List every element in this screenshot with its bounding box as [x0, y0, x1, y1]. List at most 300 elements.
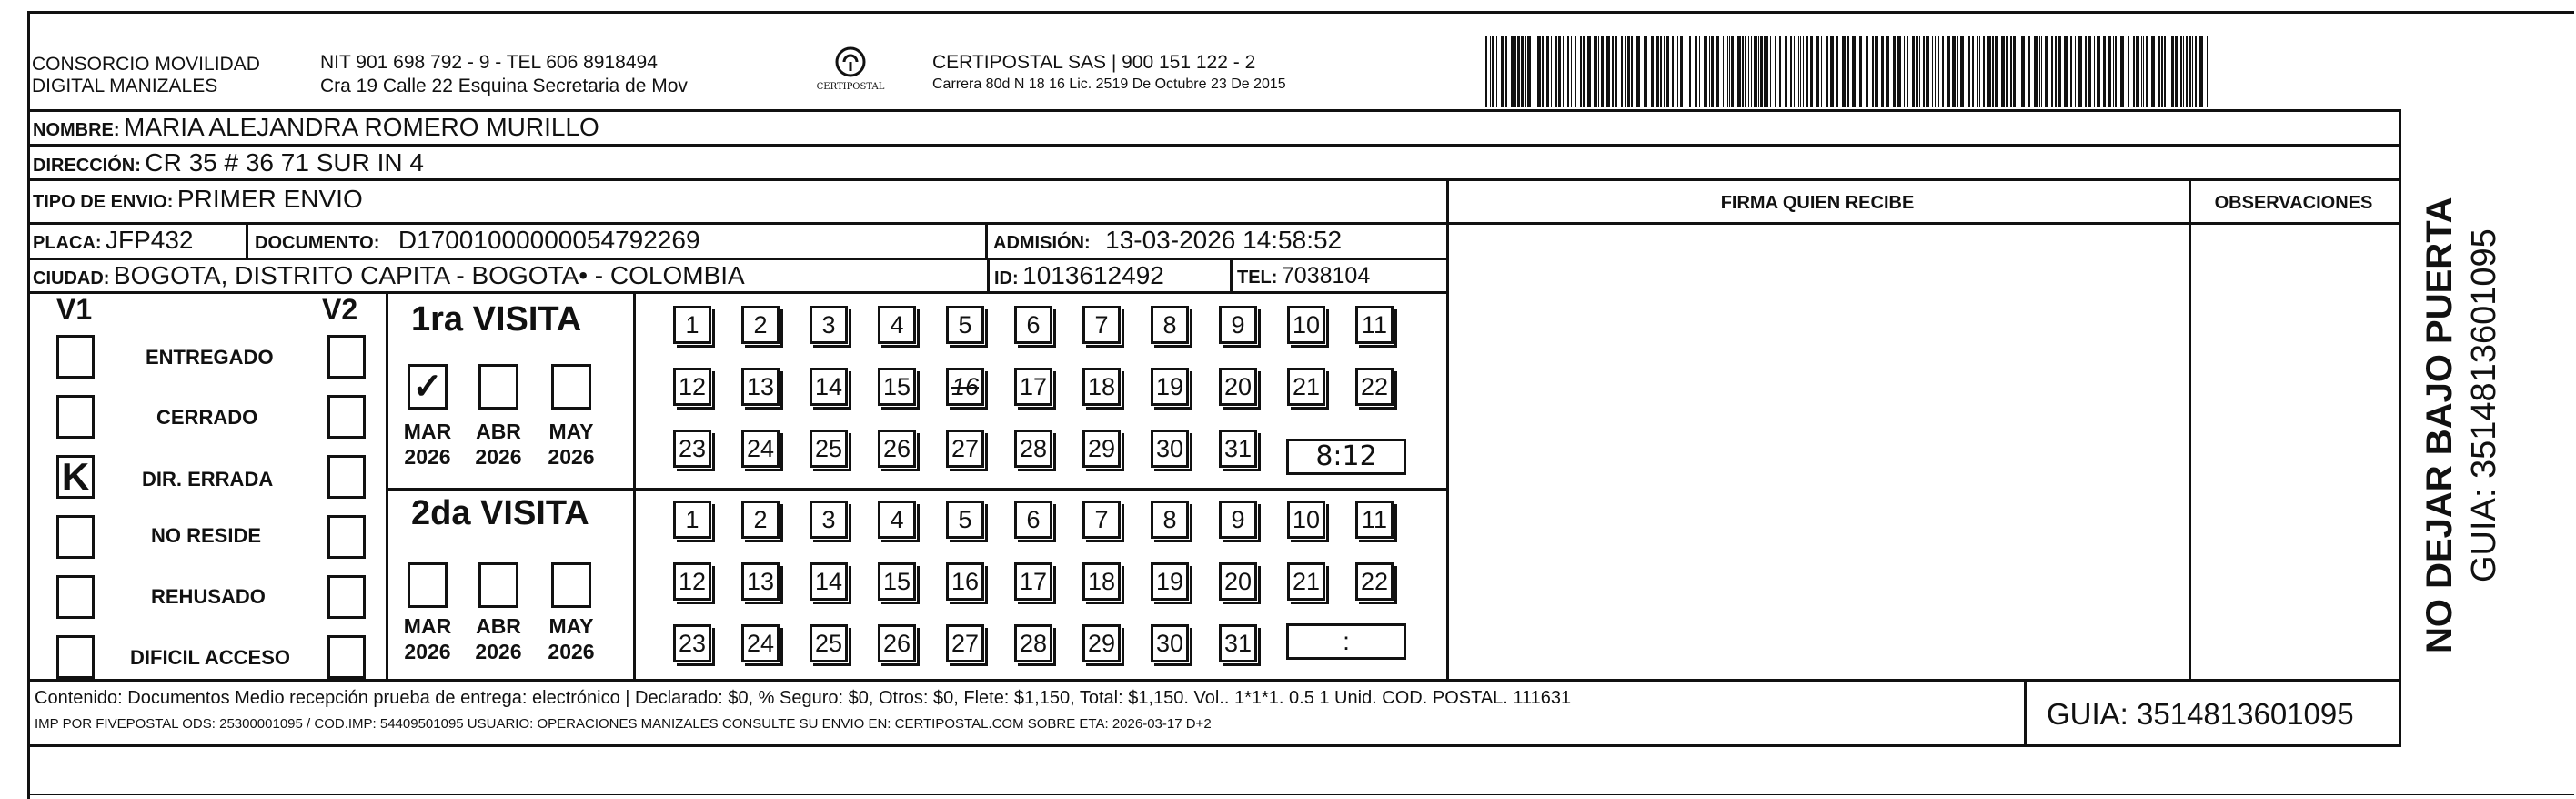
documento-label: DOCUMENTO: [255, 233, 380, 253]
grid-line [27, 109, 2401, 112]
grid-line [27, 258, 1446, 260]
grid-line [2399, 109, 2401, 746]
first-visit-day-16[interactable]: 16 [946, 368, 984, 406]
carrier-address: Carrera 80d N 18 16 Lic. 2519 De Octubre 23 De 2015 [932, 76, 1286, 92]
tel-label: TEL: [1237, 268, 1278, 288]
barcode-bar [1551, 36, 1552, 107]
second-visit-day-17[interactable]: 17 [1014, 562, 1052, 601]
first-visit-day-10[interactable]: 10 [1287, 306, 1325, 344]
barcode-bar [1957, 36, 1958, 107]
barcode-bar [1711, 36, 1714, 107]
second-visit-day-31[interactable]: 31 [1219, 624, 1257, 662]
first-visit-day-4[interactable]: 4 [878, 306, 916, 344]
barcode-bar [1672, 36, 1674, 107]
barcode-bar [1660, 36, 1662, 107]
barcode-bar [1972, 36, 1974, 107]
barcode-bar [2192, 36, 2193, 107]
barcode-bar [2021, 36, 2025, 107]
second-visit-day-30[interactable]: 30 [1151, 624, 1189, 662]
id-row [994, 261, 1164, 290]
second-visit-title: 2da VISITA [411, 494, 589, 532]
tel-row [1237, 263, 1370, 289]
barcode-bar [1810, 36, 1813, 107]
barcode-bar [1881, 36, 1884, 107]
barcode-bar [1666, 36, 1669, 107]
v1-cerrado-checkbox[interactable] [56, 395, 95, 439]
barcode-bar [1555, 36, 1557, 107]
barcode-bar [1745, 36, 1746, 107]
barcode-bar [1625, 36, 1626, 107]
barcode-bar [1803, 36, 1804, 107]
second-visit-month-may-checkbox[interactable] [551, 562, 591, 608]
second-visit-time-box[interactable]: : [1286, 623, 1406, 660]
barcode-bar [1886, 36, 1889, 107]
barcode-bar [2115, 36, 2117, 107]
barcode-bar [1651, 36, 1654, 107]
barcode-bar [1942, 36, 1944, 107]
v2-dificil-acceso-checkbox[interactable] [327, 635, 366, 679]
barcode-bar [1514, 36, 1516, 107]
v2-entregado-checkbox[interactable] [327, 335, 366, 379]
side-warning: NO DEJAR BAJO PUERTA [2420, 197, 2460, 653]
barcode-bar [1748, 36, 1749, 107]
admision-label: ADMISIÓN: [993, 233, 1091, 253]
status-dir-errada: DIR. ERRADA [142, 468, 274, 491]
barcode-bar [1907, 36, 1908, 107]
barcode-bar [1704, 36, 1707, 107]
second-visit-month-mar-checkbox[interactable] [408, 562, 448, 608]
barcode-bar [1806, 36, 1808, 107]
first-visit-day-30[interactable]: 30 [1151, 430, 1189, 468]
placa-label: PLACA: [33, 233, 102, 253]
grid-line [386, 488, 1446, 491]
barcode-bar [1938, 36, 1939, 107]
first-visit-day-19[interactable]: 19 [1151, 368, 1189, 406]
barcode-bar [2097, 36, 2100, 107]
barcode-bar [2058, 36, 2061, 107]
second-visit-day-29[interactable]: 29 [1082, 624, 1121, 662]
barcode-bar [1779, 36, 1781, 107]
barcode-bar [1583, 36, 1585, 107]
second-visit-day-24[interactable]: 24 [741, 624, 780, 662]
nombre-label: NOMBRE: [33, 120, 120, 140]
second-visit-day-12[interactable]: 12 [673, 562, 711, 601]
barcode-bar [1764, 36, 1766, 107]
first-visit-day-3[interactable]: 3 [810, 306, 848, 344]
first-visit-month-mar-checkbox[interactable]: ✓ [408, 364, 448, 410]
barcode-bar [2028, 36, 2030, 107]
v2-cerrado-checkbox[interactable] [327, 395, 366, 439]
v1-rehusado-checkbox[interactable] [56, 575, 95, 619]
barcode-bar [1904, 36, 1905, 107]
barcode-bar [1727, 36, 1728, 107]
barcode-bar [1800, 36, 1801, 107]
first-visit-day-27[interactable]: 27 [946, 430, 984, 468]
second-visit-day-20[interactable]: 20 [1219, 562, 1257, 601]
barcode-bar [1760, 36, 1763, 107]
first-visit-month-may-checkbox[interactable] [551, 364, 591, 410]
second-visit-day-3[interactable]: 3 [810, 501, 848, 539]
barcode-bar [1826, 36, 1828, 107]
barcode-bar [1960, 36, 1964, 107]
grid-line [2189, 178, 2191, 679]
second-visit-day-19[interactable]: 19 [1151, 562, 1189, 601]
first-visit-day-24[interactable]: 24 [741, 430, 780, 468]
barcode-bar [2136, 36, 2139, 107]
barcode-bar [1492, 36, 1494, 107]
nombre-value: MARIA ALEJANDRA ROMERO MURILLO [124, 113, 599, 141]
v1-entregado-checkbox[interactable] [56, 335, 95, 379]
barcode-bar [2143, 36, 2144, 107]
first-visit-month-abr-checkbox[interactable] [478, 364, 518, 410]
status-no-reside: NO RESIDE [151, 524, 262, 547]
placa-row [33, 226, 194, 255]
v2-label: V2 [322, 293, 358, 326]
barcode-bar [1537, 36, 1541, 107]
barcode-bar [2034, 36, 2038, 107]
grid-line [27, 144, 2401, 147]
first-visit-month-may: MAY 2026 [548, 420, 595, 469]
barcode-bar [2120, 36, 2124, 107]
first-visit-day-31[interactable]: 31 [1219, 430, 1257, 468]
barcode-bar [1606, 36, 1610, 107]
second-visit-day-15[interactable]: 15 [878, 562, 916, 601]
id-value: 1013612492 [1022, 261, 1164, 289]
second-visit-day-22[interactable]: 22 [1355, 562, 1394, 601]
barcode-bar [2207, 36, 2208, 107]
first-visit-day-12[interactable]: 12 [673, 368, 711, 406]
barcode-bar [1852, 36, 1856, 107]
tel-value: 7038104 [1281, 263, 1371, 288]
barcode-bar [2133, 36, 2135, 107]
barcode-bar [1695, 36, 1697, 107]
second-visit-day-9[interactable]: 9 [1219, 501, 1257, 539]
barcode-bar [1567, 36, 1569, 107]
barcode-bar [1897, 36, 1901, 107]
barcode-bar [1677, 36, 1678, 107]
grid-line [1446, 178, 1449, 679]
barcode-bar [1723, 36, 1724, 107]
second-visit-day-28[interactable]: 28 [1014, 624, 1052, 662]
barcode-bar [1656, 36, 1659, 107]
grid-line [386, 291, 388, 679]
company-name-line1: CONSORCIO MOVILIDAD [32, 54, 260, 75]
status-dificil-acceso: DIFICIL ACCESO [130, 646, 291, 669]
barcode-bar [2108, 36, 2111, 107]
tipo-envio-row [33, 185, 363, 214]
second-visit-day-10[interactable]: 10 [1287, 501, 1325, 539]
barcode-bar [2013, 36, 2016, 107]
barcode-bar [2141, 36, 2142, 107]
v1-dificil-acceso-checkbox[interactable] [56, 635, 95, 679]
admision-row [993, 226, 1342, 255]
first-visit-day-22[interactable]: 22 [1355, 368, 1394, 406]
admision-value: 13-03-2026 14:58:52 [1105, 226, 1343, 254]
first-visit-day-28[interactable]: 28 [1014, 430, 1052, 468]
barcode-bar [1598, 36, 1599, 107]
barcode-bar [1912, 36, 1915, 107]
grid-line [27, 178, 2401, 181]
barcode-bar [1563, 36, 1564, 107]
barcode-bar [2006, 36, 2008, 107]
barcode-bar [1821, 36, 1822, 107]
barcode-bar [2199, 36, 2203, 107]
v1-dir-errada-checkbox[interactable]: K [56, 455, 95, 499]
barcode-bar [1689, 36, 1691, 107]
barcode-bar [1875, 36, 1878, 107]
barcode-bar [1992, 36, 1994, 107]
barcode-bar [1816, 36, 1819, 107]
first-visit-day-20[interactable]: 20 [1219, 368, 1257, 406]
v1-label: V1 [56, 293, 93, 326]
first-visit-day-9[interactable]: 9 [1219, 306, 1257, 344]
first-visit-month-mar: MAR 2026 [403, 420, 452, 469]
barcode-bar [1952, 36, 1956, 107]
barcode-bar [1798, 36, 1799, 107]
second-visit-day-27[interactable]: 27 [946, 624, 984, 662]
barcode-bar [1511, 36, 1514, 107]
firma-label: FIRMA QUIEN RECIBE [1720, 193, 1915, 213]
grid-line [27, 291, 1446, 294]
second-visit-day-21[interactable]: 21 [1287, 562, 1325, 601]
barcode-bar [2001, 36, 2005, 107]
first-visit-day-29[interactable]: 29 [1082, 430, 1121, 468]
first-visit-month-abr: ABR 2026 [475, 420, 522, 469]
barcode-bar [2189, 36, 2191, 107]
status-rehusado: REHUSADO [151, 585, 266, 608]
barcode-bar [1923, 36, 1925, 107]
grid-line [987, 258, 990, 291]
grid-line [246, 222, 248, 258]
ciudad-label: CIUDAD: [33, 268, 110, 288]
first-visit-day-23[interactable]: 23 [673, 430, 711, 468]
placa-value: JFP432 [106, 226, 194, 254]
barcode-bar [2128, 36, 2129, 107]
second-visit-day-14[interactable]: 14 [810, 562, 848, 601]
barcode-bar [1587, 36, 1591, 107]
barcode-bar [1546, 36, 1549, 107]
first-visit-day-5[interactable]: 5 [946, 306, 984, 344]
barcode-bar [1836, 36, 1838, 107]
barcode-bar [1621, 36, 1623, 107]
barcode-bar [1926, 36, 1929, 107]
barcode-bar [2171, 36, 2174, 107]
tipo-envio-label: TIPO DE ENVIO: [33, 192, 174, 212]
first-visit-day-26[interactable]: 26 [878, 430, 916, 468]
second-visit-day-18[interactable]: 18 [1082, 562, 1121, 601]
second-visit-month-abr-checkbox[interactable] [478, 562, 518, 608]
grid-line [27, 679, 2401, 682]
barcode-bar [1983, 36, 1985, 107]
barcode-bar [1615, 36, 1617, 107]
barcode-bar [1521, 36, 1524, 107]
ciudad-row [33, 261, 745, 290]
second-visit-day-11[interactable]: 11 [1355, 501, 1394, 539]
first-visit-day-11[interactable]: 11 [1355, 306, 1394, 344]
second-visit-day-16[interactable]: 16 [946, 562, 984, 601]
second-visit-month-mar: MAR 2026 [403, 614, 452, 663]
side-guia: GUIA: 3514813601095 [2465, 228, 2503, 582]
barcode-bar [2151, 36, 2155, 107]
top-edge [27, 11, 2574, 14]
barcode-bar [2010, 36, 2012, 107]
barcode-bar [1716, 36, 1719, 107]
logo-text: CERTIPOSTAL [816, 82, 885, 92]
first-visit-day-15[interactable]: 15 [878, 368, 916, 406]
barcode-bar [1501, 36, 1504, 107]
barcode-bar [1947, 36, 1950, 107]
barcode-bar [2146, 36, 2148, 107]
first-visit-day-13[interactable]: 13 [741, 368, 780, 406]
barcode-bar [1968, 36, 1970, 107]
first-visit-day-7[interactable]: 7 [1082, 306, 1121, 344]
grid-line [985, 222, 988, 258]
barcode-bar [1571, 36, 1572, 107]
second-visit-day-6[interactable]: 6 [1014, 501, 1052, 539]
second-visit-day-23[interactable]: 23 [673, 624, 711, 662]
barcode-bar [1601, 36, 1604, 107]
barcode-bar [1919, 36, 1920, 107]
barcode-bar [2070, 36, 2072, 107]
barcode-bar [1558, 36, 1561, 107]
first-visit-day-14[interactable]: 14 [810, 368, 848, 406]
barcode-bar [1490, 36, 1491, 107]
barcode-bar [1935, 36, 1936, 107]
grid-line [633, 291, 636, 679]
first-visit-day-8[interactable]: 8 [1151, 306, 1189, 344]
barcode-bar [2158, 36, 2160, 107]
barcode-bar [1527, 36, 1531, 107]
second-visit-day-8[interactable]: 8 [1151, 501, 1189, 539]
barcode-bar [1766, 36, 1768, 107]
first-visit-time-box[interactable]: 8:12 [1286, 439, 1406, 475]
barcode-bar [1496, 36, 1497, 107]
second-visit-day-5[interactable]: 5 [946, 501, 984, 539]
barcode-bar [2051, 36, 2053, 107]
barcode-bar [2064, 36, 2068, 107]
first-visit-day-2[interactable]: 2 [741, 306, 780, 344]
barcode-bar [1731, 36, 1734, 107]
barcode-bar [1830, 36, 1834, 107]
first-visit-day-1[interactable]: 1 [673, 306, 711, 344]
barcode-bar [1790, 36, 1792, 107]
second-visit-day-13[interactable]: 13 [741, 562, 780, 601]
barcode-bar [1842, 36, 1846, 107]
barcode-bar [1872, 36, 1874, 107]
barcode-bar [1751, 36, 1752, 107]
second-visit-month-may: MAY 2026 [548, 614, 595, 663]
nombre-row [33, 113, 599, 142]
barcode-bar [1631, 36, 1633, 107]
barcode-bar [1916, 36, 1918, 107]
barcode-bar [1644, 36, 1647, 107]
v2-rehusado-checkbox[interactable] [327, 575, 366, 619]
barcode-bar [1995, 36, 1997, 107]
grid-line [2024, 679, 2027, 744]
barcode-bar [2088, 36, 2091, 107]
second-visit-day-1[interactable]: 1 [673, 501, 711, 539]
barcode-bar [1612, 36, 1614, 107]
first-visit-day-18[interactable]: 18 [1082, 368, 1121, 406]
barcode-bar [1977, 36, 1978, 107]
barcode-bar [1987, 36, 1991, 107]
v2-dir-errada-checkbox[interactable] [327, 455, 366, 499]
barcode-bar [1525, 36, 1526, 107]
v1-no-reside-checkbox[interactable] [56, 515, 95, 559]
barcode-bar [2161, 36, 2163, 107]
documento-value: D17001000000054792269 [397, 226, 700, 254]
barcode-bar [1729, 36, 1730, 107]
second-visit-day-25[interactable]: 25 [810, 624, 848, 662]
barcode-bar [1775, 36, 1776, 107]
barcode-bar [1709, 36, 1710, 107]
grid-line [27, 744, 2401, 747]
second-visit-day-7[interactable]: 7 [1082, 501, 1121, 539]
barcode-bar [2113, 36, 2114, 107]
barcode-bar [2103, 36, 2106, 107]
v2-no-reside-checkbox[interactable] [327, 515, 366, 559]
direccion-label: DIRECCIÓN: [33, 156, 141, 176]
barcode-bar [1847, 36, 1849, 107]
first-visit-day-21[interactable]: 21 [1287, 368, 1325, 406]
first-visit-day-17[interactable]: 17 [1014, 368, 1052, 406]
barcode-bar [1770, 36, 1771, 107]
barcode-bar [1866, 36, 1868, 107]
first-visit-day-6[interactable]: 6 [1014, 306, 1052, 344]
barcode-bar [1737, 36, 1741, 107]
second-visit-month-abr: ABR 2026 [475, 614, 522, 663]
barcode-bar [2055, 36, 2057, 107]
barcode-bar [2175, 36, 2178, 107]
observaciones-label: OBSERVACIONES [2214, 193, 2373, 213]
barcode-bar [1932, 36, 1933, 107]
barcode-bar [2041, 36, 2042, 107]
id-label: ID: [994, 268, 1019, 288]
guia-footer: GUIA: 3514813601095 [2047, 697, 2354, 731]
barcode-bar [1699, 36, 1700, 107]
barcode-bar [1595, 36, 1597, 107]
company-name-line2: DIGITAL MANIZALES [32, 76, 218, 96]
barcode-bar [2078, 36, 2082, 107]
second-visit-day-26[interactable]: 26 [878, 624, 916, 662]
barcode-bar [1785, 36, 1787, 107]
nit-line: NIT 901 698 792 - 9 - TEL 606 8918494 [320, 52, 658, 73]
second-visit-day-4[interactable]: 4 [878, 501, 916, 539]
barcode-bar [1580, 36, 1582, 107]
second-visit-day-2[interactable]: 2 [741, 501, 780, 539]
company-address: Cra 19 Calle 22 Esquina Secretaria de Mov [320, 76, 688, 96]
status-cerrado: CERRADO [156, 406, 258, 429]
barcode-bar [1575, 36, 1576, 107]
barcode-bar [2094, 36, 2095, 107]
grid-line [1230, 258, 1233, 291]
first-visit-day-25[interactable]: 25 [810, 430, 848, 468]
barcode-bar [1893, 36, 1896, 107]
barcode-bar [1594, 36, 1595, 107]
barcode-bar [1505, 36, 1507, 107]
barcode-bar [2183, 36, 2184, 107]
barcode-bar [1485, 36, 1487, 107]
status-entregado: ENTREGADO [146, 346, 274, 369]
barcode-bar [2180, 36, 2182, 107]
barcode-bar [2075, 36, 2076, 107]
barcode-bar [1542, 36, 1544, 107]
barcode [1485, 36, 2213, 107]
barcode-bar [2164, 36, 2166, 107]
barcode-bar [2039, 36, 2040, 107]
barcode-bar [1979, 36, 1980, 107]
barcode-bar [1794, 36, 1795, 107]
